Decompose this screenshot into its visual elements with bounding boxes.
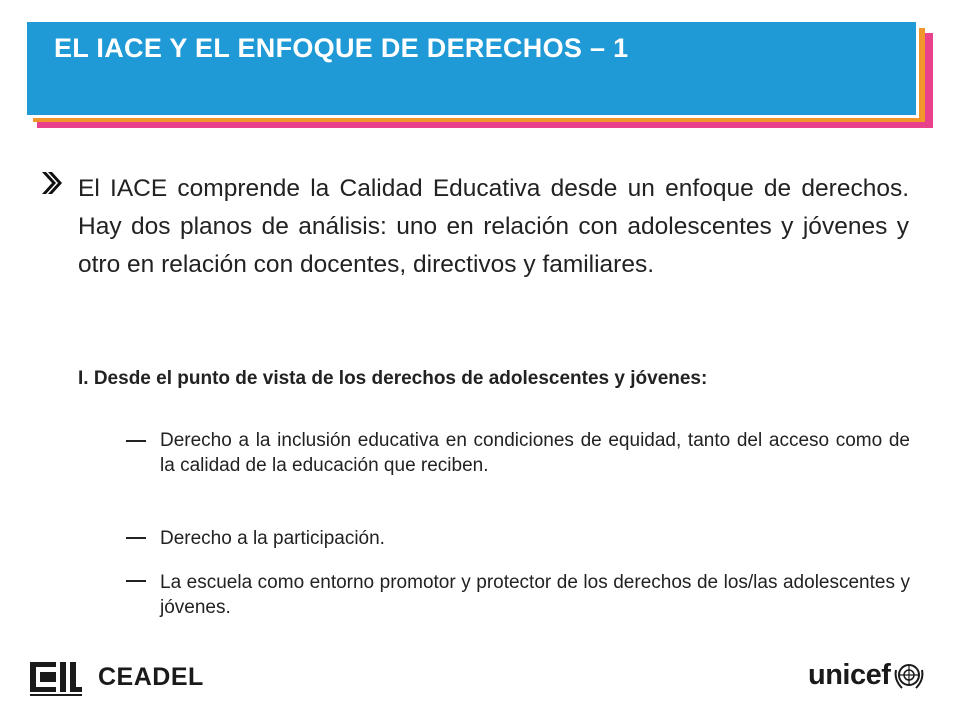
ceadel-logo: [26, 655, 204, 699]
arrow-check-bullet-icon: [40, 168, 64, 198]
dash-bullet-icon: [126, 537, 146, 539]
dash-bullet-icon: [126, 580, 146, 582]
list-item: La escuela como entorno promotor y protector de los derechos de los/las adolescentes y jóvenes.: [160, 572, 910, 618]
list-item: Derecho a la participación.: [160, 528, 385, 549]
ceadel-logo-text: CEADEL: [98, 662, 204, 691]
list-item: Derecho a la inclusión educativa en condiciones de equidad, tanto del acceso como de la calidad de la educación que reciben.: [160, 430, 910, 476]
unicef-logo-text: unicef: [808, 658, 891, 691]
unicef-logo: [808, 655, 926, 695]
main-paragraph: El IACE comprende la Calidad Educativa desde un enfoque de derechos. Hay dos planos de análisis: uno en relación con adolescentes y jóvenes y otro en relación con docentes, directivos y familiares.: [78, 175, 909, 278]
section-heading: I. Desde el punto de vista de los derechos de adolescentes y jóvenes:: [78, 368, 708, 389]
un-emblem-icon: [892, 658, 926, 692]
ceadel-emblem-icon: [26, 656, 84, 698]
slide-title: EL IACE Y EL ENFOQUE DE DERECHOS – 1: [54, 33, 629, 63]
dash-bullet-icon: [126, 440, 146, 442]
